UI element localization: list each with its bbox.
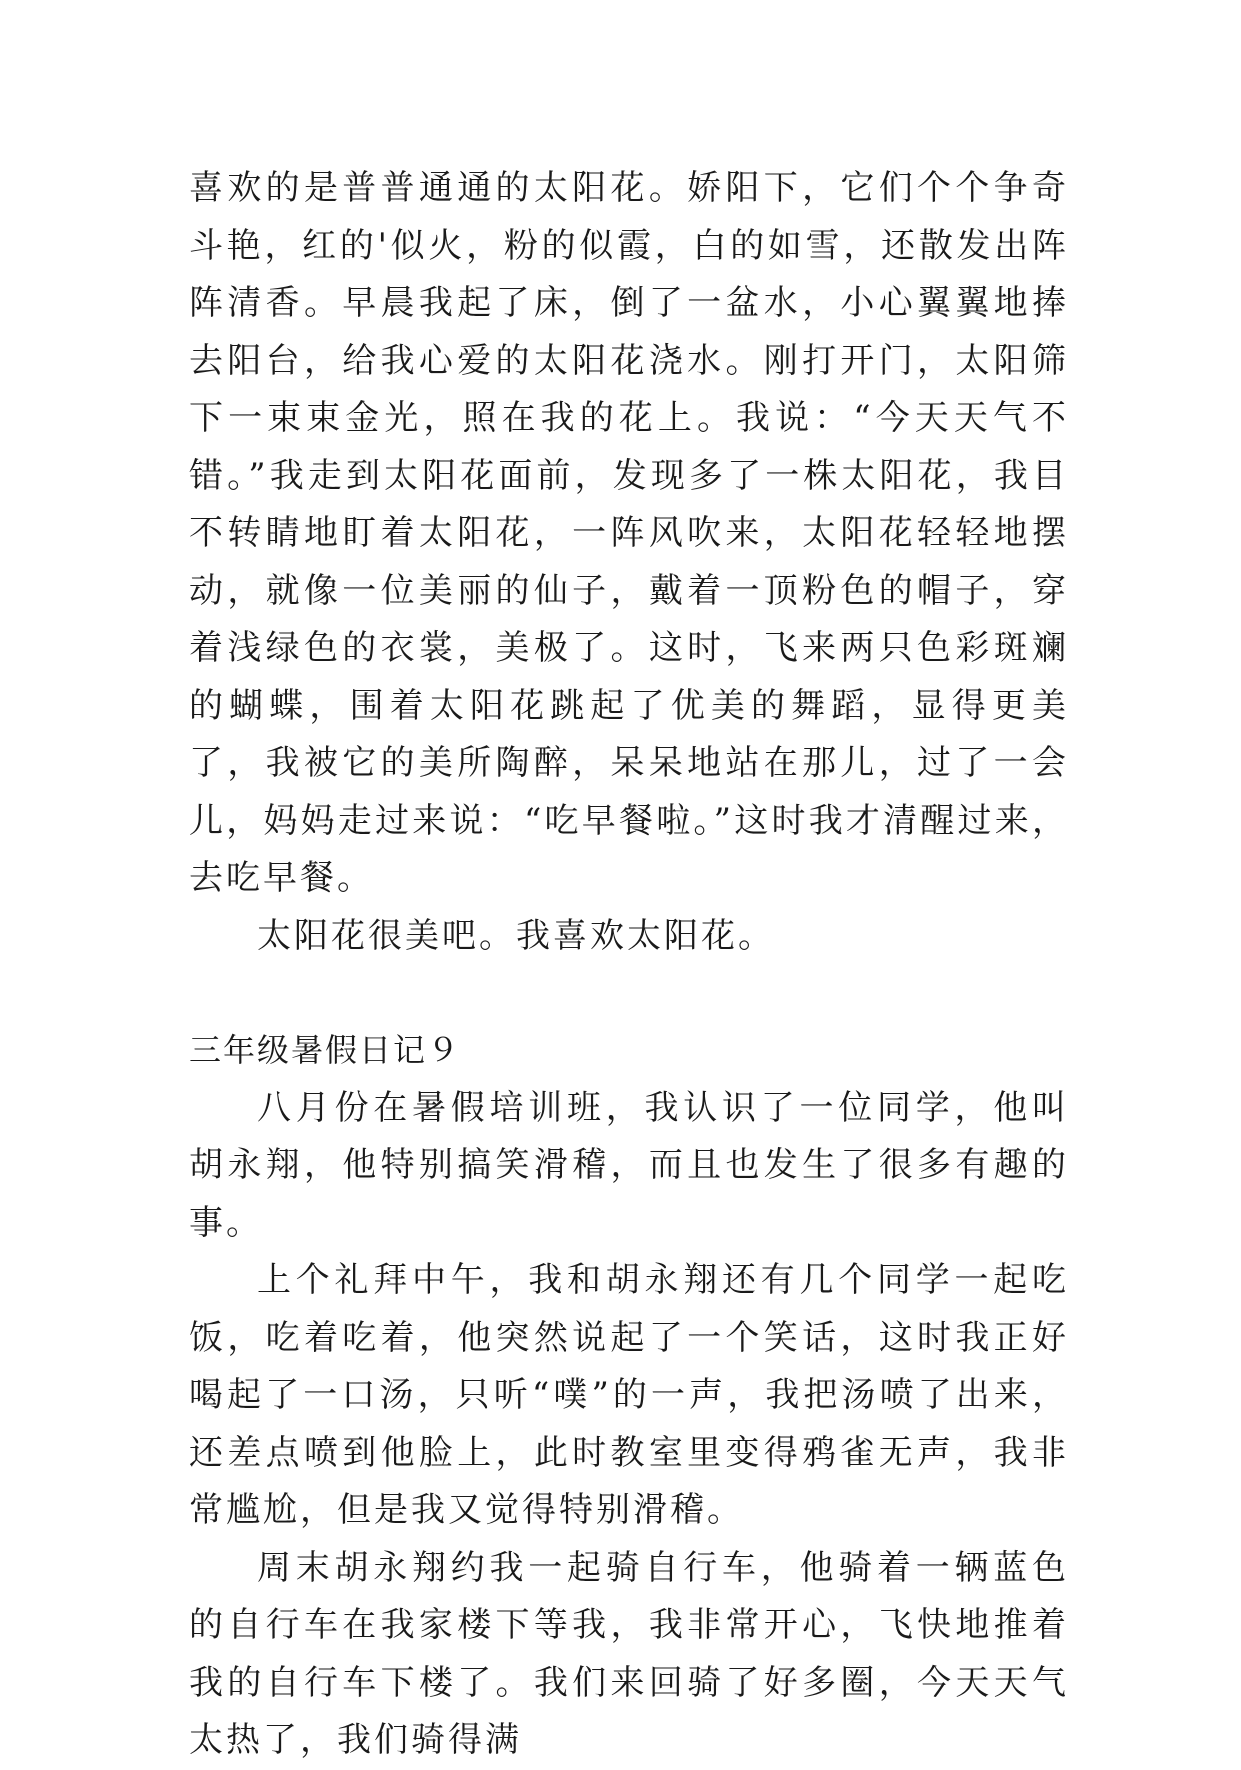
section-gap xyxy=(189,965,1069,1022)
paragraph-lunch-story: 上个礼拜中午，我和胡永翔还有几个同学一起吃饭，吃着吃着，他突然说起了一个笑话，这时我正好喝起了一口汤，只听“噗”的一声，我把汤喷了出来，还差点喷到他脸上，此时教室里变得鸦雀无声，我非常尴尬，但是我又觉得特别滑稽。 xyxy=(189,1260,1069,1530)
paragraph-classmate-intro: 八月份在暑假培训班，我认识了一位同学，他叫胡永翔，他特别搞笑滑稽，而且也发生了很多有趣的事。 xyxy=(189,1087,1069,1243)
paragraph-sunflower-story: 喜欢的是普普通通的太阳花。娇阳下，它们个个争奇斗艳，红的'似火，粉的似霞，白的如雪，还散发出阵阵清香。早晨我起了床，倒了一盆水，小心翼翼地捧去阳台，给我心爱的太阳花浇水。刚打开门，太阳筛下一束束金光，照在我的花上。我说：“今天天气不错。”我走到太阳花面前，发现多了一株太阳花，我目不转睛地盯着太阳花，一阵风吹来，太阳花轻轻地摆动，就像一位美丽的仙子，戴着一顶粉色的帽子，穿着浅绿色的衣裳，美极了。这时，飞来两只色彩斑斓的蝴蝶，围着太阳花跳起了优美的舞蹈，显得更美了，我被它的美所陶醉，呆呆地站在那儿，过了一会儿，妈妈走过来说：“吃早餐啦。”这时我才清醒过来，去吃早餐。 xyxy=(189,168,1069,898)
body-text xyxy=(189,160,1069,1770)
diary-heading: 三年级暑假日记９ xyxy=(189,1031,462,1069)
paragraph-sunflower-conclusion: 太阳花很美吧。我喜欢太阳花。 xyxy=(257,915,775,956)
paragraph-bike-story: 周末胡永翔约我一起骑自行车，他骑着一辆蓝色的自行车在我家楼下等我，我非常开心，飞快地推着我的自行车下楼了。我们来回骑了好多圈，今天天气太热了，我们骑得满 xyxy=(189,1547,1069,1760)
